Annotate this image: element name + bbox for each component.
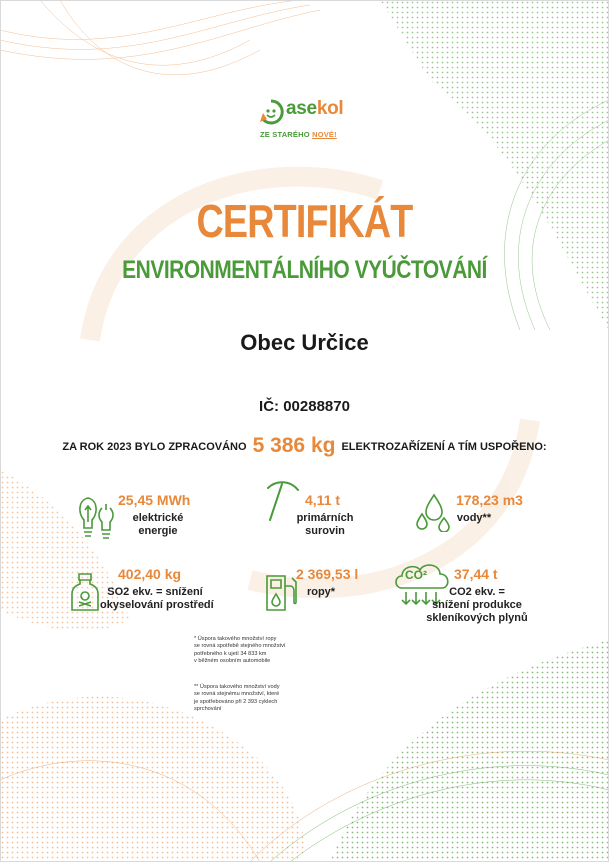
stat-co2-label-1: CO2 ekv. = — [449, 586, 505, 598]
logo-wordmark — [286, 98, 343, 120]
stat-materials-label-2: surovin — [305, 525, 345, 537]
stat-co2-label-3: skleníkových plynů — [426, 612, 528, 624]
stat-materials-label — [290, 512, 360, 538]
stat-co2 — [422, 566, 532, 625]
certificate-subtitle: ENVIRONMENTÁLNÍHO VYÚČTOVÁNÍ — [122, 256, 487, 284]
stat-energy-label — [118, 512, 198, 538]
footnote-water-line: ** Úspora takového množství vody — [194, 684, 280, 690]
stat-so2-label — [100, 586, 214, 612]
footnote-water-line: je spotřebováno při 2 393 cyklech — [194, 698, 278, 705]
stat-so2-label-2: okyselování prostředí — [100, 599, 214, 611]
footnote-water-line: sprchování — [194, 706, 222, 713]
stat-energy-label-2: energie — [138, 525, 178, 537]
stat-oil — [296, 566, 386, 599]
company-id: IČ: 00288870 — [259, 398, 350, 415]
footnote-oil-line: potřebného k ujetí 34 833 km — [194, 650, 267, 657]
asekol-logo — [258, 98, 358, 148]
stat-oil-value: 2 369,53 l — [296, 566, 359, 582]
footnote-water — [194, 684, 324, 714]
stat-energy — [118, 492, 198, 538]
asekol-logo-icon — [258, 99, 284, 125]
stat-oil-label: ropy* — [306, 586, 336, 598]
footnote-oil-line: * Úspora takového množství ropy — [194, 636, 277, 642]
recipient-name: Obec Určice — [240, 330, 369, 355]
footnote-oil-line: v běžném osobním automobile — [194, 658, 271, 665]
stat-water — [456, 492, 536, 525]
summary-line — [0, 434, 609, 458]
summary-amount: 5 386 kg — [252, 434, 336, 457]
footnote-water-line: se rovná stejnému množství, které — [194, 691, 280, 698]
stat-so2-value: 402,40 kg — [118, 566, 182, 582]
certificate-title: CERTIFIKÁT — [196, 195, 413, 247]
logo-tagline — [260, 130, 337, 139]
co2-icon-text: CO² — [405, 568, 427, 582]
logo-word-kol: kol — [316, 98, 344, 119]
footnote-oil-line: se rovná spotřebě stejného množství — [194, 643, 286, 650]
stat-energy-value: 25,45 MWh — [118, 492, 191, 508]
stat-materials-label-1: primárních — [296, 512, 354, 524]
tagline-part1: ZE STARÉHO — [260, 130, 310, 139]
stat-materials — [290, 492, 370, 538]
stat-energy-label-1: elektrické — [132, 512, 184, 524]
stat-water-label: vody** — [456, 512, 492, 524]
logo-word-ase: ase — [286, 98, 317, 119]
stat-so2 — [100, 566, 214, 612]
water-drops-icon — [414, 492, 454, 532]
tagline-part2: NOVÉ! — [312, 130, 337, 139]
stat-materials-value: 4,11 t — [305, 492, 341, 508]
footnote-oil — [194, 636, 324, 666]
light-bulbs-icon — [76, 492, 118, 542]
stat-co2-label — [422, 586, 532, 625]
summary-after: ELEKTROZAŘÍZENÍ A TÍM USPOŘENO: — [341, 441, 547, 453]
stat-so2-label-1: SO2 ekv. = snížení — [107, 586, 203, 598]
stat-co2-label-2: snížení produkce — [432, 599, 522, 611]
stat-co2-value: 37,44 t — [454, 566, 498, 582]
summary-before: ZA ROK 2023 BYLO ZPRACOVÁNO — [62, 441, 247, 453]
toxic-bottle-icon — [68, 572, 102, 612]
stat-water-value: 178,23 m3 — [456, 492, 523, 508]
